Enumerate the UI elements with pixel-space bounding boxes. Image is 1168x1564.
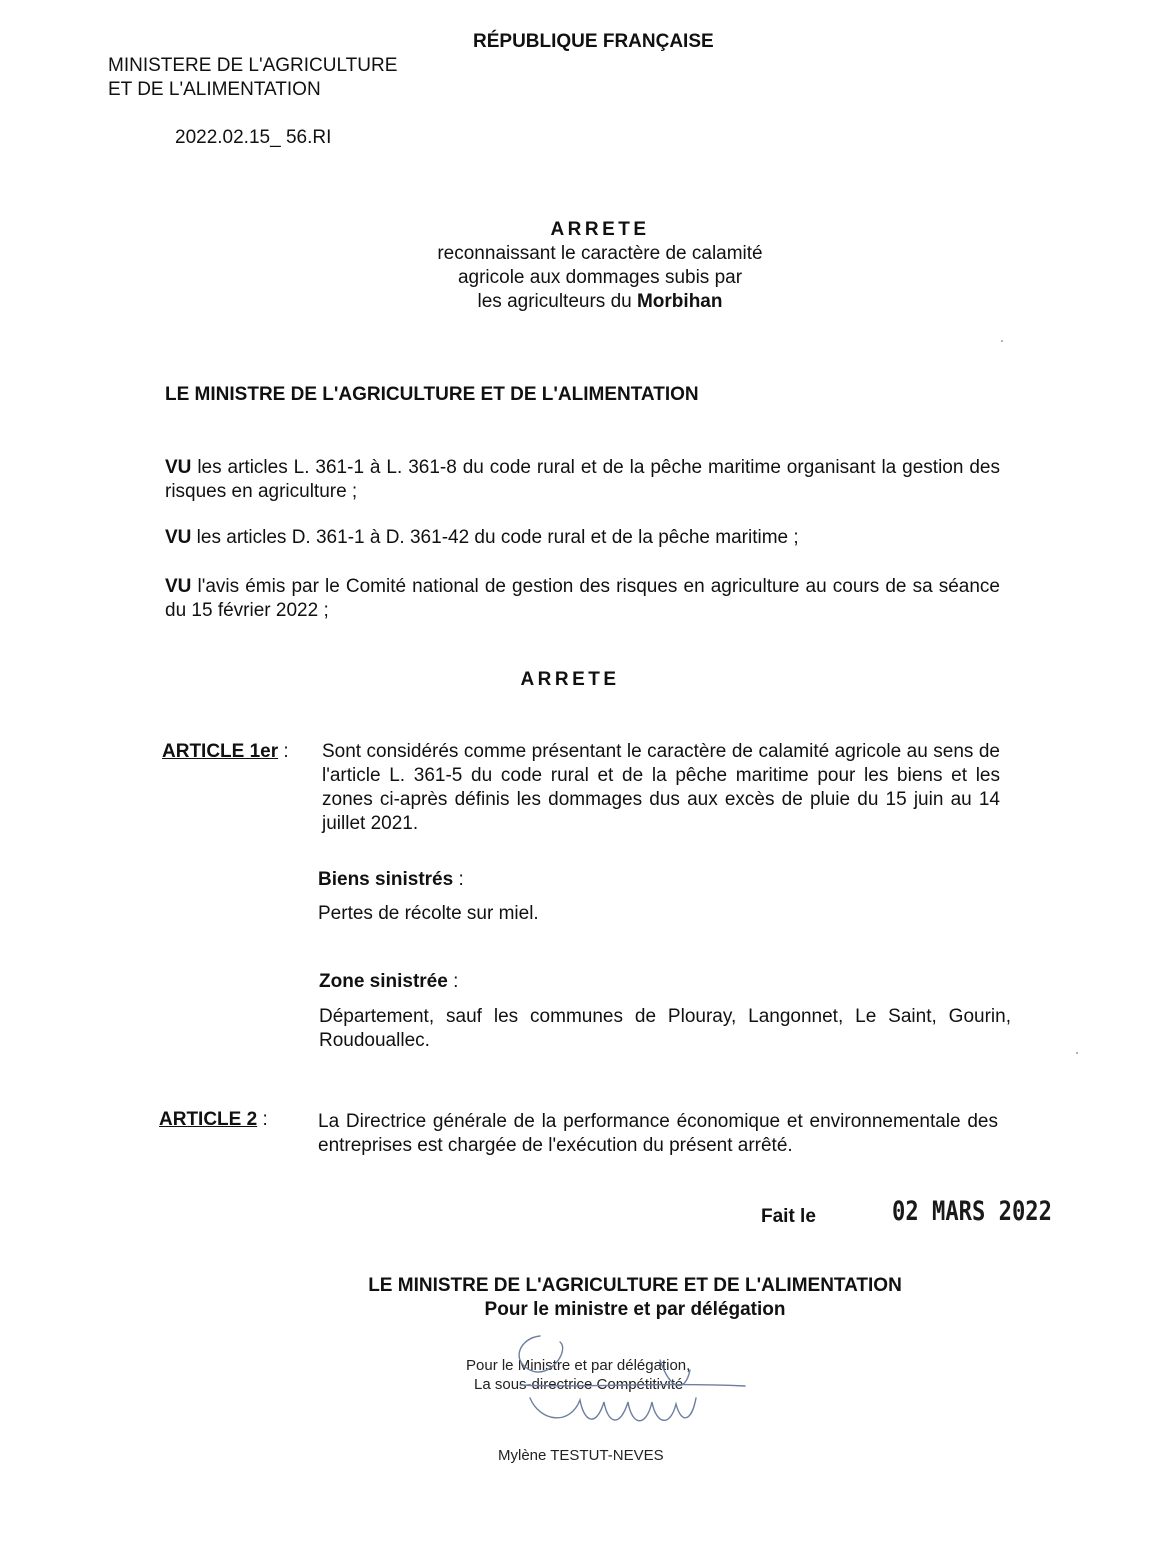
title-line-3 <box>400 290 800 314</box>
signature-delegation: Pour le ministre et par délégation <box>484 1299 786 1320</box>
vu-text: l'avis émis par le Comité national de gestion des risques en agriculture au cours de sa séance du 15 février 2022 ; <box>165 576 1000 621</box>
signature-stamp-line-1: Pour le Ministre et par délégation, <box>466 1357 691 1374</box>
article-2-label-text: ARTICLE 2 <box>159 1109 258 1130</box>
article-2-label-sep: : <box>257 1109 268 1130</box>
vu-keyword: VU <box>165 576 192 597</box>
vu-paragraph-3 <box>165 575 1000 623</box>
scan-speck <box>1001 340 1003 342</box>
title-block <box>400 218 800 314</box>
reference-number: 2022.02.15_ 56.RI <box>175 127 332 148</box>
title-line-2: agricole aux dommages subis par <box>457 267 743 288</box>
article-1-label <box>162 740 289 764</box>
ministry-name <box>108 54 397 102</box>
ministry-line-2: ET DE L'ALIMENTATION <box>108 79 321 100</box>
ministry-line-1: MINISTERE DE L'AGRICULTURE <box>108 55 398 76</box>
signature-minister: LE MINISTRE DE L'AGRICULTURE ET DE L'ALIMENTATION <box>368 1275 902 1296</box>
authority-heading: LE MINISTRE DE L'AGRICULTURE ET DE L'ALIMENTATION <box>165 384 699 405</box>
department-name: Morbihan <box>636 291 723 312</box>
zone-text: Département, sauf les communes de Plouray, Langonnet, Le Saint, Gourin, Roudouallec. <box>319 1006 1011 1051</box>
biens-label <box>318 868 464 892</box>
zone-label <box>319 970 458 994</box>
signatory-name: Mylène TESTUT-NEVES <box>498 1447 664 1464</box>
biens-label-sep: : <box>453 869 464 890</box>
fait-le-label: Fait le <box>761 1206 816 1227</box>
decree-heading: ARRETE <box>520 669 620 690</box>
vu-text: les articles L. 361-1 à L. 361-8 du code rural et de la pêche maritime organisant la gestion des risques en agriculture ; <box>165 457 1000 502</box>
article-2-text: La Directrice générale de la performance économique et environnementale des entreprises est chargée de l'exécution du présent arrêté. <box>318 1111 998 1156</box>
republic-heading: RÉPUBLIQUE FRANÇAISE <box>473 31 714 52</box>
vu-keyword: VU <box>165 457 192 478</box>
article-1-label-text: ARTICLE 1er <box>162 741 279 762</box>
biens-label-text: Biens sinistrés <box>318 869 454 890</box>
article-1-text: Sont considérés comme présentant le caractère de calamité agricole au sens de l'article L. 361-5 du code rural et de la pêche maritime pour les biens et les zones ci-après définis les dommages dus aux excès de pluie du 15 juin au 14 juillet 2021. <box>322 741 1000 834</box>
vu-paragraph-1 <box>165 456 1000 504</box>
vu-text: les articles D. 361-1 à D. 361-42 du code rural et de la pêche maritime ; <box>191 527 799 548</box>
title-line-3-prefix: les agriculteurs du <box>477 291 637 312</box>
handwritten-signature <box>500 1330 760 1440</box>
date-stamp: 02 MARS 2022 <box>892 1196 1052 1227</box>
zone-label-text: Zone sinistrée <box>319 971 448 992</box>
arrete-title: ARRETE <box>550 219 650 240</box>
title-line-1: reconnaissant le caractère de calamité <box>437 243 763 264</box>
scan-speck <box>1076 1052 1078 1054</box>
signature-stamp-line-2: La sous-directrice Compétitivité <box>474 1376 684 1393</box>
vu-paragraph-2 <box>165 526 1000 550</box>
biens-text: Pertes de récolte sur miel. <box>318 903 539 924</box>
vu-keyword: VU <box>165 527 192 548</box>
article-2-label <box>159 1108 268 1132</box>
article-1-label-sep: : <box>278 741 289 762</box>
zone-label-sep: : <box>447 971 459 992</box>
